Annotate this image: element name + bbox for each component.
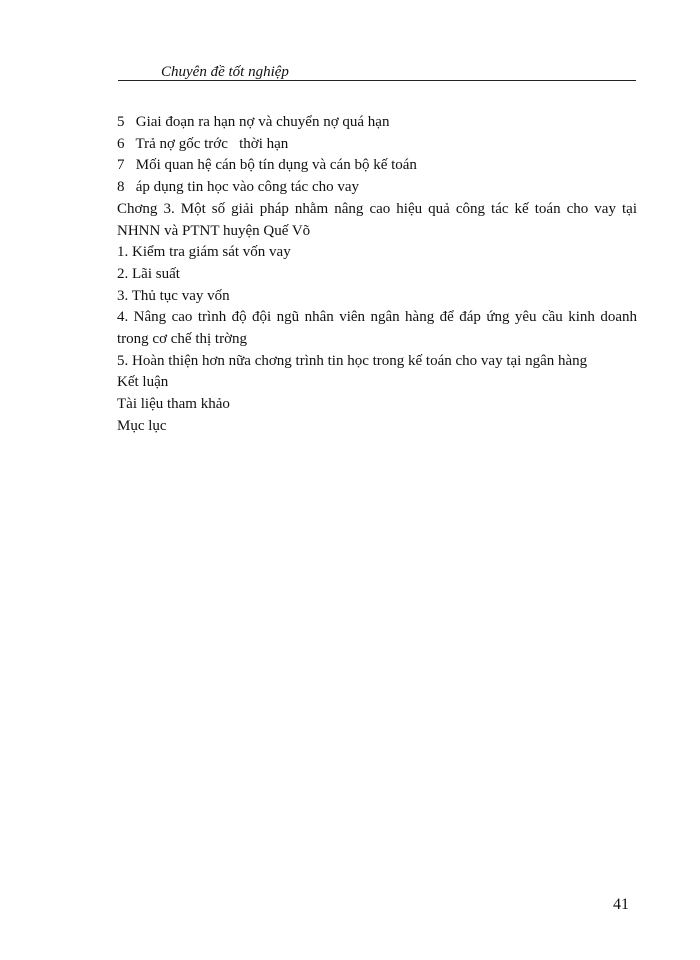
page-number: 41 — [613, 896, 629, 913]
toc-section-4: 4. Nâng cao trình độ đội ngũ nhân viên ngân hàng để đáp ứng yêu cầu kinh doanh trong cơ chế thị trờng — [117, 309, 637, 348]
toc-item-6-tra-no: 6 Trả nợ gốc trớc thời hạn — [117, 135, 289, 152]
toc-section-3: 3. Thủ tục vay vốn — [117, 287, 230, 304]
toc-references: Tài liệu tham khảo — [117, 396, 230, 413]
toc-item-8-ap-dung: 8 áp dụng tin học vào công tác cho vay — [117, 179, 360, 196]
header-rule — [118, 80, 636, 81]
toc-contents: Mục lục — [117, 417, 167, 434]
table-of-contents — [117, 112, 637, 438]
toc-section-5: 5. Hoàn thiện hơn nữa chơng trình tin học trong kế toán cho vay tại ngân hàng — [117, 352, 588, 369]
toc-section-2: 2. Lãi suất — [117, 265, 180, 282]
page-header-title: Chuyên đề tốt nghiệp — [161, 64, 289, 80]
toc-chapter-3: Chơng 3. Một số giải pháp nhằm nâng cao hiệu quả công tác kế toán cho vay tại NHNN và PTNT huyện Quế Võ — [117, 200, 637, 239]
toc-item-5-giai-doan: 5 Giai đoạn ra hạn nợ và chuyển nợ quá hạn — [117, 114, 390, 130]
toc-section-1: 1. Kiểm tra giám sát vốn vay — [117, 244, 291, 261]
toc-item-7-moi-quan-he: 7 Mối quan hệ cán bộ tín dụng và cán bộ kế toán — [117, 157, 417, 174]
toc-conclusion: Kết luận — [117, 374, 169, 391]
